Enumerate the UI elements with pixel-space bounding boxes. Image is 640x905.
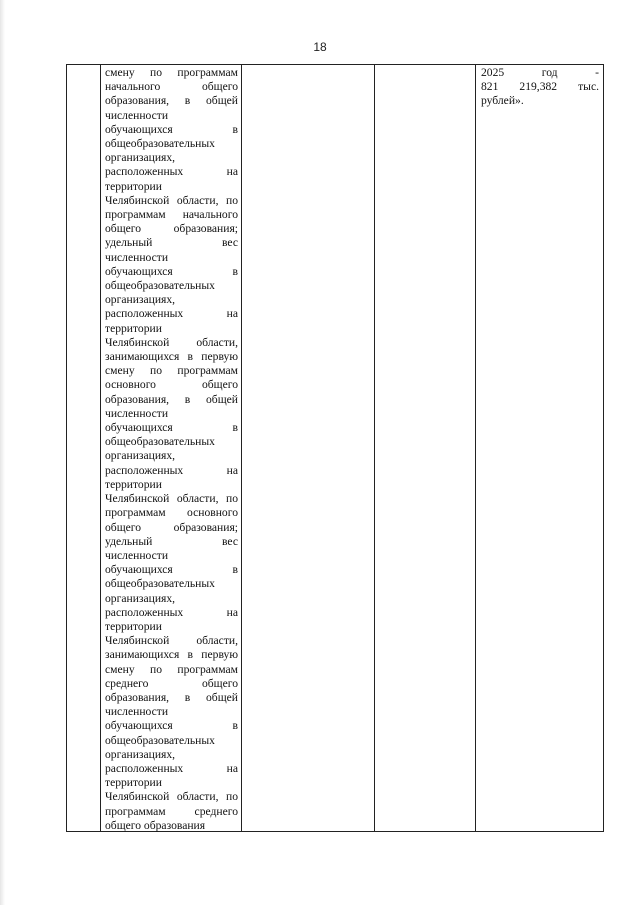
- cell-line: расположенных на: [105, 463, 238, 477]
- cell-line: удельный вес: [105, 534, 238, 548]
- cell-line: образования, в общей: [105, 690, 238, 704]
- cell-line: 2025 год -: [481, 66, 599, 79]
- cell-line: территории: [105, 619, 162, 633]
- cell-line: организациях,: [105, 293, 176, 307]
- table-cell-col3: [242, 65, 375, 831]
- cell-line: Челябинской области,: [105, 634, 238, 648]
- cell-line: обучающихся в: [105, 563, 238, 577]
- cell-col5-text: [476, 65, 605, 109]
- cell-line: организациях,: [105, 591, 176, 605]
- cell-line: основного общего: [105, 378, 238, 392]
- cell-line: территории: [105, 321, 162, 335]
- cell-line: общего образования: [105, 818, 206, 832]
- cell-line: общеобразовательных: [105, 137, 215, 151]
- cell-line: обучающихся в: [105, 264, 238, 278]
- cell-line: численности: [105, 250, 169, 264]
- cell-col3-text: [242, 65, 374, 66]
- cell-line: занимающихся в первую: [105, 648, 238, 662]
- cell-line: расположенных на: [105, 605, 238, 619]
- cell-line: смену по программам: [105, 364, 238, 378]
- cell-line: организациях,: [105, 151, 176, 165]
- cell-line: смену по программам: [105, 662, 238, 676]
- cell-line: рублей».: [481, 94, 524, 108]
- cell-line: начального общего: [105, 80, 238, 94]
- cell-line: Челябинской области,: [105, 335, 238, 349]
- cell-line: смену по программам: [105, 66, 238, 79]
- cell-line: расположенных на: [105, 165, 238, 179]
- cell-line: удельный вес: [105, 236, 238, 250]
- cell-line: численности: [105, 548, 169, 562]
- cell-line: обучающихся в: [105, 122, 238, 136]
- cell-line: Челябинской области, по: [105, 193, 238, 207]
- cell-line: общеобразовательных: [105, 577, 215, 591]
- document-table: [66, 64, 604, 832]
- cell-line: расположенных на: [105, 307, 238, 321]
- cell-line: программам среднего: [105, 804, 238, 818]
- cell-col4-text: [375, 65, 475, 66]
- scan-edge: [0, 0, 5, 905]
- cell-line: занимающихся в первую: [105, 350, 238, 364]
- cell-line: программам основного: [105, 506, 238, 520]
- page-number: 18: [313, 40, 327, 54]
- cell-line: программам начального: [105, 208, 238, 222]
- cell-line: Челябинской области, по: [105, 790, 238, 804]
- cell-line: общеобразовательных: [105, 279, 215, 293]
- cell-line: общего образования;: [105, 520, 238, 534]
- cell-line: численности: [105, 108, 169, 122]
- cell-line: территории: [105, 776, 162, 790]
- cell-line: численности: [105, 705, 169, 719]
- table-cell-col2: [101, 65, 242, 831]
- cell-line: организациях,: [105, 747, 176, 761]
- cell-line: обучающихся в: [105, 421, 238, 435]
- cell-line: общего образования;: [105, 222, 238, 236]
- cell-line: общеобразовательных: [105, 733, 215, 747]
- cell-line: территории: [105, 179, 162, 193]
- cell-line: общеобразовательных: [105, 435, 215, 449]
- cell-line: расположенных на: [105, 761, 238, 775]
- cell-line: среднего общего: [105, 676, 238, 690]
- cell-col1-text: [67, 65, 100, 66]
- cell-line: образования, в общей: [105, 392, 238, 406]
- cell-line: численности: [105, 406, 169, 420]
- cell-line: обучающихся в: [105, 719, 238, 733]
- cell-line: организациях,: [105, 449, 176, 463]
- cell-line: 821 219,382 тыс.: [481, 80, 599, 94]
- table-cell-col4: [375, 65, 476, 831]
- cell-line: образования, в общей: [105, 94, 238, 108]
- cell-line: территории: [105, 477, 162, 491]
- table-cell-col5: [476, 65, 605, 831]
- table-cell-col1: [67, 65, 101, 831]
- cell-col2-text: [101, 65, 241, 833]
- cell-line: Челябинской области, по: [105, 492, 238, 506]
